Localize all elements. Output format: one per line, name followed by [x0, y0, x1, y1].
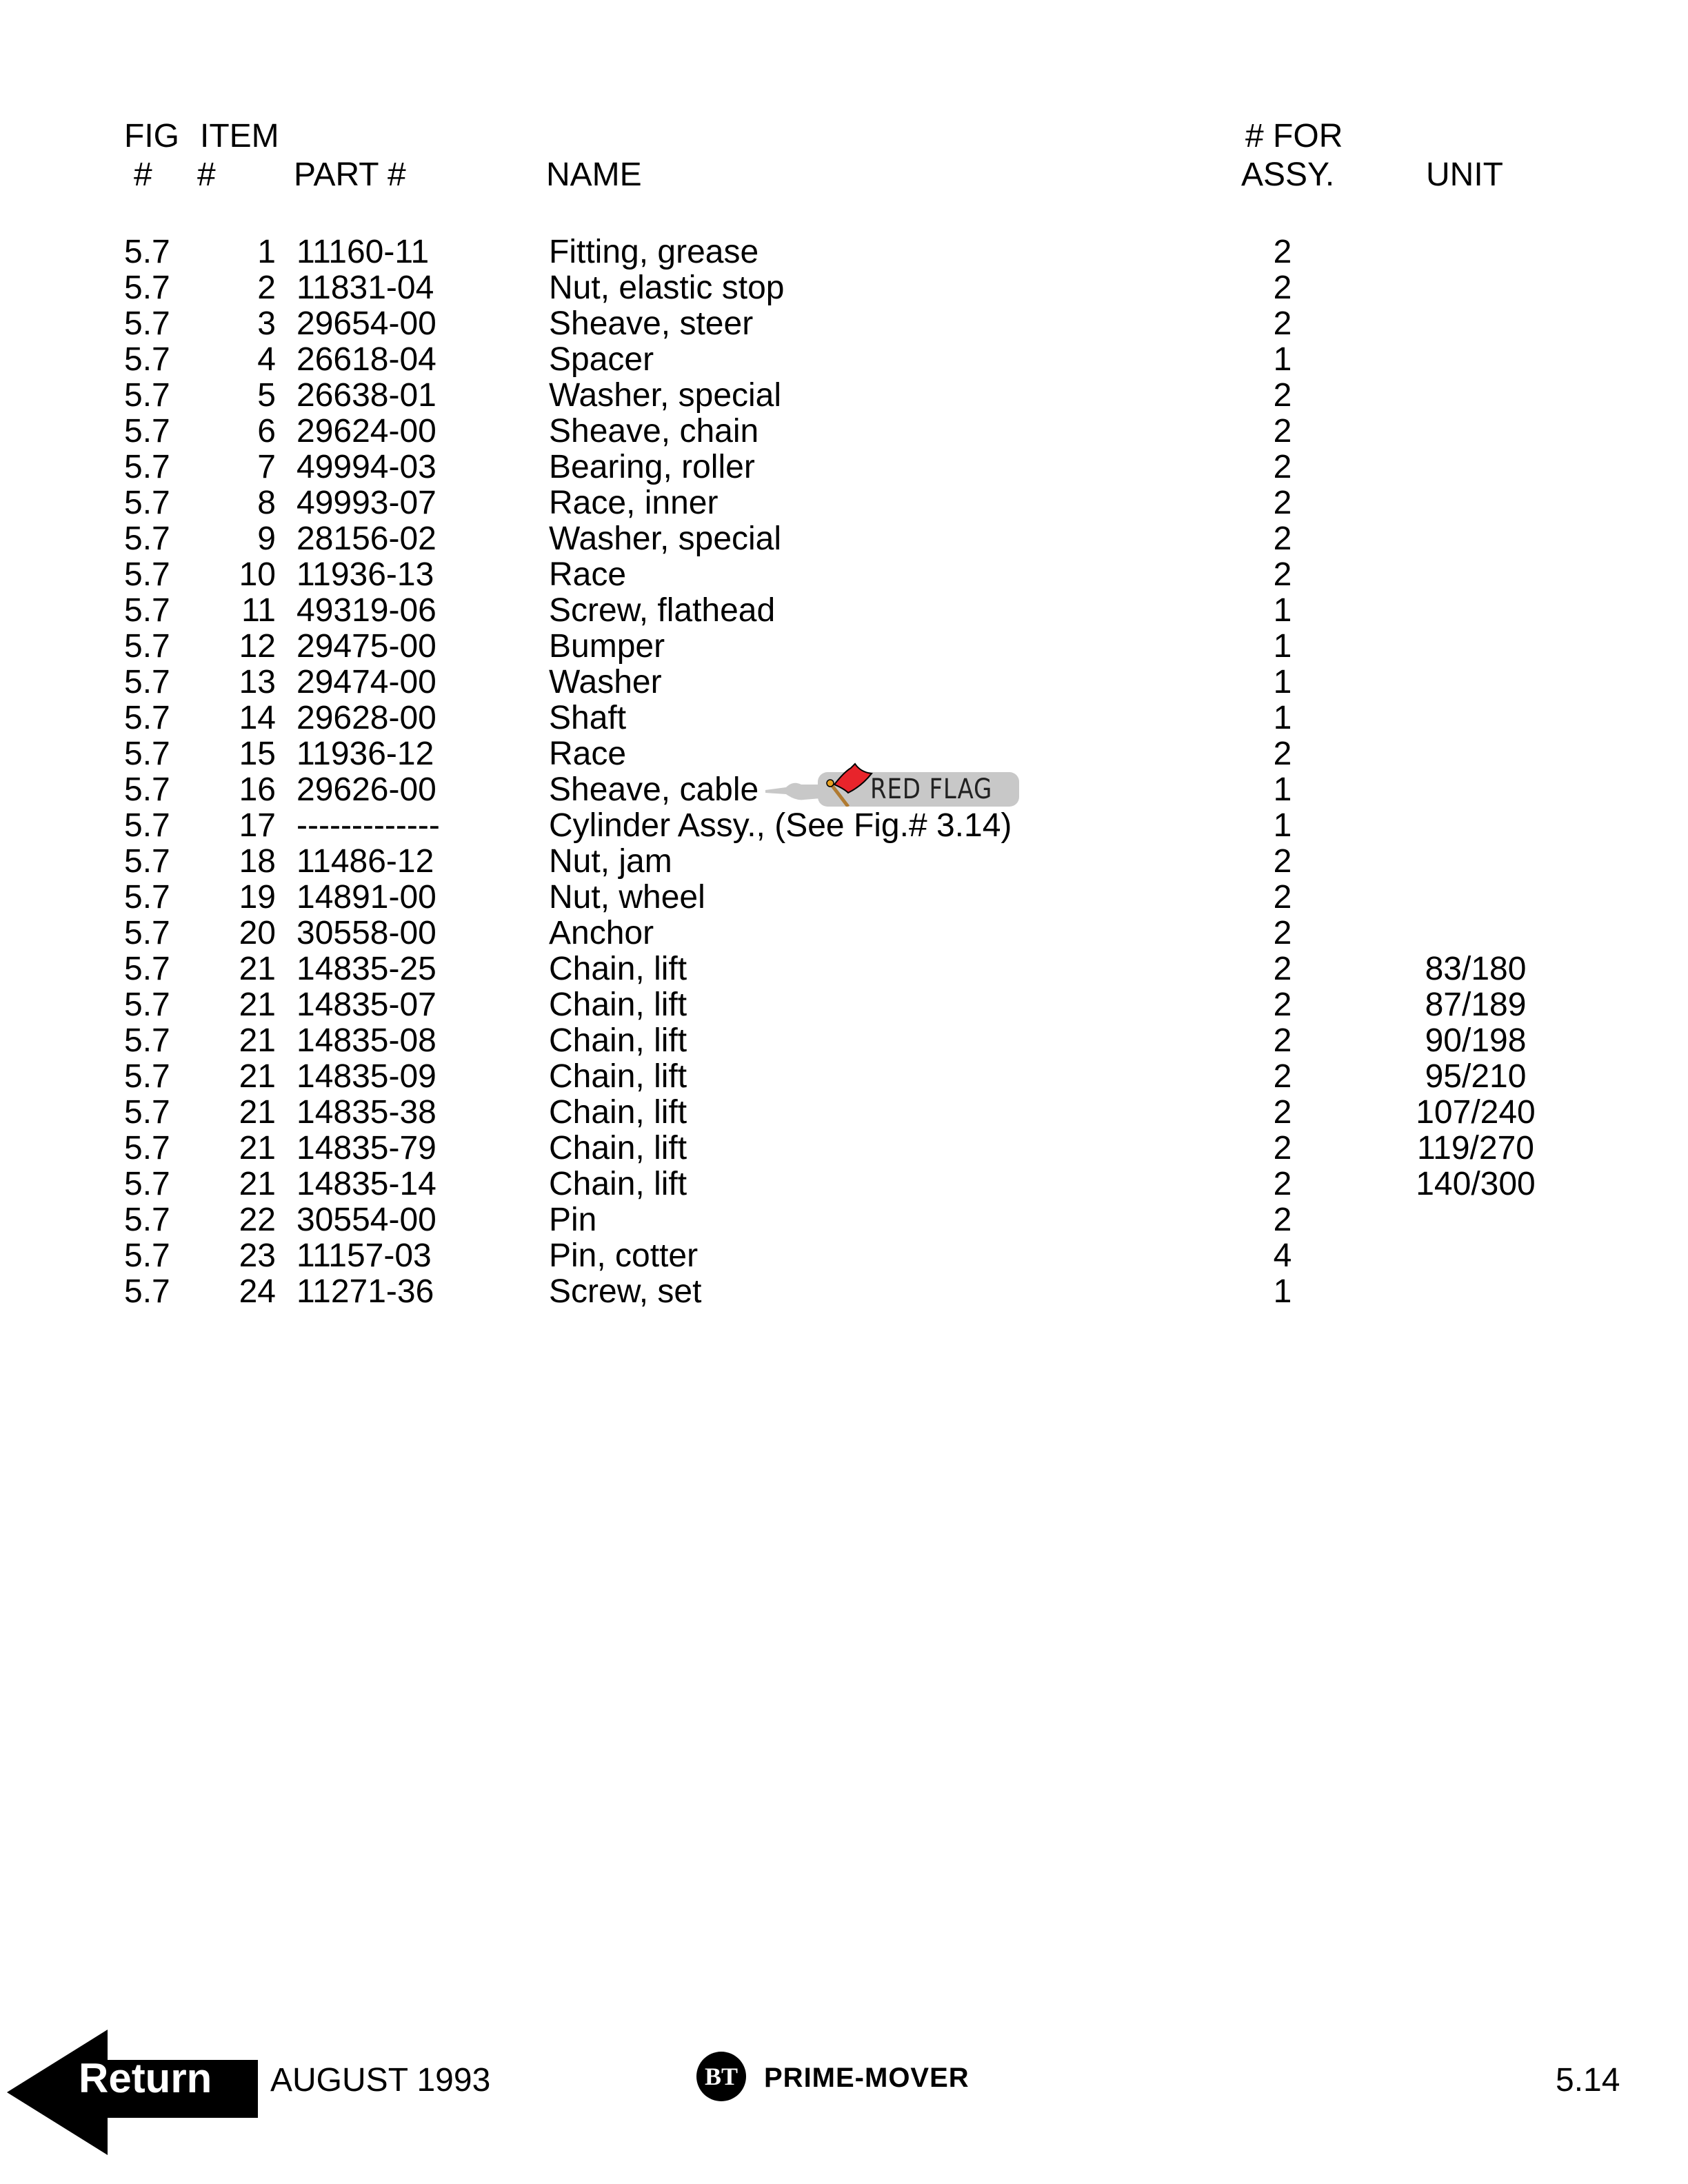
- cell-unit: 119/270: [1417, 1130, 1534, 1166]
- cell-unit: 87/189: [1425, 987, 1527, 1023]
- cell-item: 15: [239, 736, 276, 772]
- cell-fig: 5.7: [124, 305, 170, 342]
- cell-item: 5: [257, 377, 276, 414]
- cell-item: 14: [239, 700, 276, 736]
- cell-name: Chain, lift: [549, 1022, 687, 1059]
- cell-fig: 5.7: [124, 1094, 170, 1131]
- cell-name: Chain, lift: [549, 1094, 687, 1131]
- cell-fig: 5.7: [124, 1022, 170, 1059]
- cell-fig: 5.7: [124, 520, 170, 557]
- cell-name: Washer: [549, 664, 662, 700]
- cell-qty: 1: [1273, 664, 1292, 700]
- cell-part: 29475-00: [297, 628, 436, 665]
- table-row: [0, 953, 1688, 989]
- return-label: Return: [79, 2055, 212, 2101]
- table-row: [0, 487, 1688, 523]
- table-row: [0, 881, 1688, 917]
- header-qty: # FOR: [1245, 118, 1343, 154]
- cell-item: 18: [239, 843, 276, 880]
- header-part: PART #: [294, 156, 406, 193]
- cell-item: 21: [239, 1022, 276, 1059]
- cell-item: 13: [239, 664, 276, 700]
- cell-part: 29624-00: [297, 413, 436, 449]
- cell-name: Nut, elastic stop: [549, 270, 785, 306]
- flag-label: RED FLAG: [870, 774, 993, 805]
- table-row: [0, 343, 1688, 379]
- cell-qty: 2: [1273, 305, 1292, 342]
- cell-fig: 5.7: [124, 449, 170, 485]
- cell-item: 21: [239, 951, 276, 987]
- cell-part: 14835-08: [297, 1022, 436, 1059]
- cell-qty: 4: [1273, 1237, 1292, 1274]
- cell-item: 17: [239, 807, 276, 844]
- cell-name: Bearing, roller: [549, 449, 755, 485]
- cell-part: 14835-09: [297, 1058, 436, 1095]
- cell-qty: 2: [1273, 1130, 1292, 1166]
- cell-qty: 1: [1273, 807, 1292, 844]
- cell-qty: 1: [1273, 1273, 1292, 1310]
- cell-unit: 90/198: [1425, 1022, 1527, 1059]
- cell-qty: 2: [1273, 234, 1292, 270]
- cell-fig: 5.7: [124, 556, 170, 593]
- cell-item: 23: [239, 1237, 276, 1274]
- cell-fig: 5.7: [124, 628, 170, 665]
- cell-name: Spacer: [549, 341, 654, 378]
- cell-name: Anchor: [549, 915, 654, 951]
- cell-item: 24: [239, 1273, 276, 1310]
- cell-part: 14835-38: [297, 1094, 436, 1131]
- cell-name: Nut, jam: [549, 843, 672, 880]
- header-fig: FIG: [124, 118, 179, 154]
- cell-item: 19: [239, 879, 276, 916]
- cell-item: 12: [239, 628, 276, 665]
- cell-name: Race: [549, 736, 627, 772]
- cell-unit: 95/210: [1425, 1058, 1527, 1095]
- table-row: [0, 1168, 1688, 1204]
- cell-fig: 5.7: [124, 1237, 170, 1274]
- cell-item: 21: [239, 987, 276, 1023]
- table-row: [0, 1024, 1688, 1060]
- table-row: [0, 702, 1688, 738]
- header-name: NAME: [546, 156, 642, 193]
- cell-name: Nut, wheel: [549, 879, 705, 916]
- table-row: [0, 1275, 1688, 1311]
- cell-item: 4: [257, 341, 276, 378]
- cell-qty: 2: [1273, 377, 1292, 414]
- cell-name: Chain, lift: [549, 1058, 687, 1095]
- cell-name: Race: [549, 556, 627, 593]
- cell-qty: 1: [1273, 700, 1292, 736]
- cell-name: Sheave, steer: [549, 305, 754, 342]
- cell-part: 11831-04: [297, 270, 434, 306]
- table-row: [0, 415, 1688, 451]
- cell-unit: 83/180: [1425, 951, 1527, 987]
- header-item-hash: #: [197, 156, 216, 193]
- cell-qty: 1: [1273, 592, 1292, 629]
- table-row: [0, 594, 1688, 630]
- cell-name: Washer, special: [549, 520, 782, 557]
- cell-fig: 5.7: [124, 592, 170, 629]
- cell-name: Chain, lift: [549, 1166, 687, 1202]
- cell-item: 21: [239, 1130, 276, 1166]
- cell-fig: 5.7: [124, 664, 170, 700]
- cell-item: 1: [257, 234, 276, 270]
- table-row: [0, 989, 1688, 1024]
- cell-fig: 5.7: [124, 987, 170, 1023]
- cell-qty: 2: [1273, 413, 1292, 449]
- cell-qty: 2: [1273, 736, 1292, 772]
- cell-qty: 2: [1273, 987, 1292, 1023]
- cell-unit: 107/240: [1416, 1094, 1536, 1131]
- table-row: [0, 307, 1688, 343]
- cell-name: Shaft: [549, 700, 627, 736]
- table-row: [0, 236, 1688, 272]
- cell-item: 21: [239, 1094, 276, 1131]
- header-item: ITEM: [200, 118, 279, 154]
- cell-part: 29626-00: [297, 771, 436, 808]
- table-row: [0, 845, 1688, 881]
- cell-part: 26618-04: [297, 341, 436, 378]
- cell-fig: 5.7: [124, 270, 170, 306]
- cell-part: -------------: [297, 807, 440, 844]
- cell-fig: 5.7: [124, 341, 170, 378]
- cell-part: 14835-25: [297, 951, 436, 987]
- cell-qty: 1: [1273, 771, 1292, 808]
- cell-qty: 2: [1273, 556, 1292, 593]
- cell-fig: 5.7: [124, 1130, 170, 1166]
- bt-logo-icon: [695, 2050, 750, 2105]
- brand-name: PRIME-MOVER: [764, 2063, 969, 2093]
- cell-part: 29474-00: [297, 664, 436, 700]
- cell-name: Washer, special: [549, 377, 782, 414]
- cell-part: 49993-07: [297, 485, 436, 521]
- cell-part: 28156-02: [297, 520, 436, 557]
- cell-name: Screw, flathead: [549, 592, 776, 629]
- cell-qty: 2: [1273, 1202, 1292, 1238]
- return-button[interactable]: [7, 2030, 262, 2155]
- cell-qty: 2: [1273, 915, 1292, 951]
- table-row: [0, 558, 1688, 594]
- table-row: [0, 917, 1688, 953]
- cell-item: 10: [239, 556, 276, 593]
- cell-item: 22: [239, 1202, 276, 1238]
- cell-name: Chain, lift: [549, 951, 687, 987]
- cell-part: 11486-12: [297, 843, 434, 880]
- table-row: [0, 1060, 1688, 1096]
- cell-name: Pin, cotter: [549, 1237, 699, 1274]
- cell-part: 14835-14: [297, 1166, 436, 1202]
- cell-name: Cylinder Assy., (See Fig.# 3.14): [549, 807, 1012, 844]
- cell-fig: 5.7: [124, 700, 170, 736]
- cell-name: Sheave, chain: [549, 413, 759, 449]
- cell-fig: 5.7: [124, 1058, 170, 1095]
- svg-text:BT: BT: [704, 2063, 738, 2090]
- header-qty-assy: ASSY.: [1241, 156, 1335, 193]
- cell-qty: 2: [1273, 520, 1292, 557]
- cell-item: 8: [257, 485, 276, 521]
- cell-qty: 1: [1273, 628, 1292, 665]
- cell-item: 21: [239, 1058, 276, 1095]
- cell-part: 30554-00: [297, 1202, 436, 1238]
- cell-qty: 1: [1273, 341, 1292, 378]
- cell-unit: 140/300: [1416, 1166, 1536, 1202]
- cell-fig: 5.7: [124, 843, 170, 880]
- table-row: [0, 379, 1688, 415]
- cell-fig: 5.7: [124, 1273, 170, 1310]
- cell-name: Sheave, cable: [549, 771, 759, 808]
- cell-fig: 5.7: [124, 1202, 170, 1238]
- cell-fig: 5.7: [124, 1166, 170, 1202]
- header-unit: UNIT: [1426, 156, 1503, 193]
- cell-fig: 5.7: [124, 879, 170, 916]
- cell-name: Bumper: [549, 628, 665, 665]
- cell-item: 11: [241, 592, 276, 629]
- cell-qty: 2: [1273, 1058, 1292, 1095]
- cell-fig: 5.7: [124, 413, 170, 449]
- cell-item: 9: [257, 520, 276, 557]
- cell-fig: 5.7: [124, 377, 170, 414]
- cell-part: 29654-00: [297, 305, 436, 342]
- cell-part: 49994-03: [297, 449, 436, 485]
- table-row: [0, 451, 1688, 487]
- cell-fig: 5.7: [124, 234, 170, 270]
- cell-part: 11936-12: [297, 736, 434, 772]
- pointing-hand-icon: [765, 776, 821, 804]
- cell-fig: 5.7: [124, 807, 170, 844]
- table-row: [0, 520, 1688, 558]
- cell-qty: 2: [1273, 449, 1292, 485]
- red-flag-annotation[interactable]: [765, 772, 1021, 808]
- cell-part: 11160-11: [297, 234, 430, 270]
- cell-qty: 2: [1273, 1022, 1292, 1059]
- cell-fig: 5.7: [124, 736, 170, 772]
- table-row: [0, 272, 1688, 307]
- cell-qty: 2: [1273, 1166, 1292, 1202]
- cell-part: 14891-00: [297, 879, 436, 916]
- cell-qty: 2: [1273, 951, 1292, 987]
- cell-fig: 5.7: [124, 951, 170, 987]
- cell-qty: 2: [1273, 1094, 1292, 1131]
- cell-part: 29628-00: [297, 700, 436, 736]
- cell-qty: 2: [1273, 843, 1292, 880]
- cell-item: 6: [257, 413, 276, 449]
- cell-part: 11936-13: [297, 556, 434, 593]
- cell-name: Chain, lift: [549, 1130, 687, 1166]
- cell-part: 14835-79: [297, 1130, 436, 1166]
- table-row: [0, 666, 1688, 702]
- cell-name: Race, inner: [549, 485, 719, 521]
- cell-qty: 2: [1273, 879, 1292, 916]
- cell-name: Chain, lift: [549, 987, 687, 1023]
- table-row: [0, 1096, 1688, 1132]
- cell-item: 7: [257, 449, 276, 485]
- cell-fig: 5.7: [124, 485, 170, 521]
- cell-name: Fitting, grease: [549, 234, 759, 270]
- cell-part: 11271-36: [297, 1273, 434, 1310]
- table-row: [0, 1237, 1688, 1275]
- cell-item: 2: [257, 270, 276, 306]
- cell-item: 21: [239, 1166, 276, 1202]
- cell-part: 26638-01: [297, 377, 436, 414]
- cell-fig: 5.7: [124, 771, 170, 808]
- page-number: 5.14: [1556, 2062, 1620, 2099]
- cell-name: Screw, set: [549, 1273, 702, 1310]
- cell-qty: 2: [1273, 485, 1292, 521]
- cell-part: 30558-00: [297, 915, 436, 951]
- table-row: [0, 1204, 1688, 1240]
- cell-item: 3: [257, 305, 276, 342]
- cell-item: 20: [239, 915, 276, 951]
- cell-part: 14835-07: [297, 987, 436, 1023]
- cell-item: 16: [239, 771, 276, 808]
- cell-qty: 2: [1273, 270, 1292, 306]
- header-fig-hash: #: [134, 156, 152, 193]
- table-row: [0, 630, 1688, 666]
- cell-part: 49319-06: [297, 592, 436, 629]
- cell-part: 11157-03: [297, 1237, 432, 1274]
- table-row: [0, 1132, 1688, 1168]
- cell-name: Pin: [549, 1202, 597, 1238]
- table-row: [0, 809, 1688, 845]
- cell-fig: 5.7: [124, 915, 170, 951]
- footer-date: AUGUST 1993: [270, 2062, 491, 2099]
